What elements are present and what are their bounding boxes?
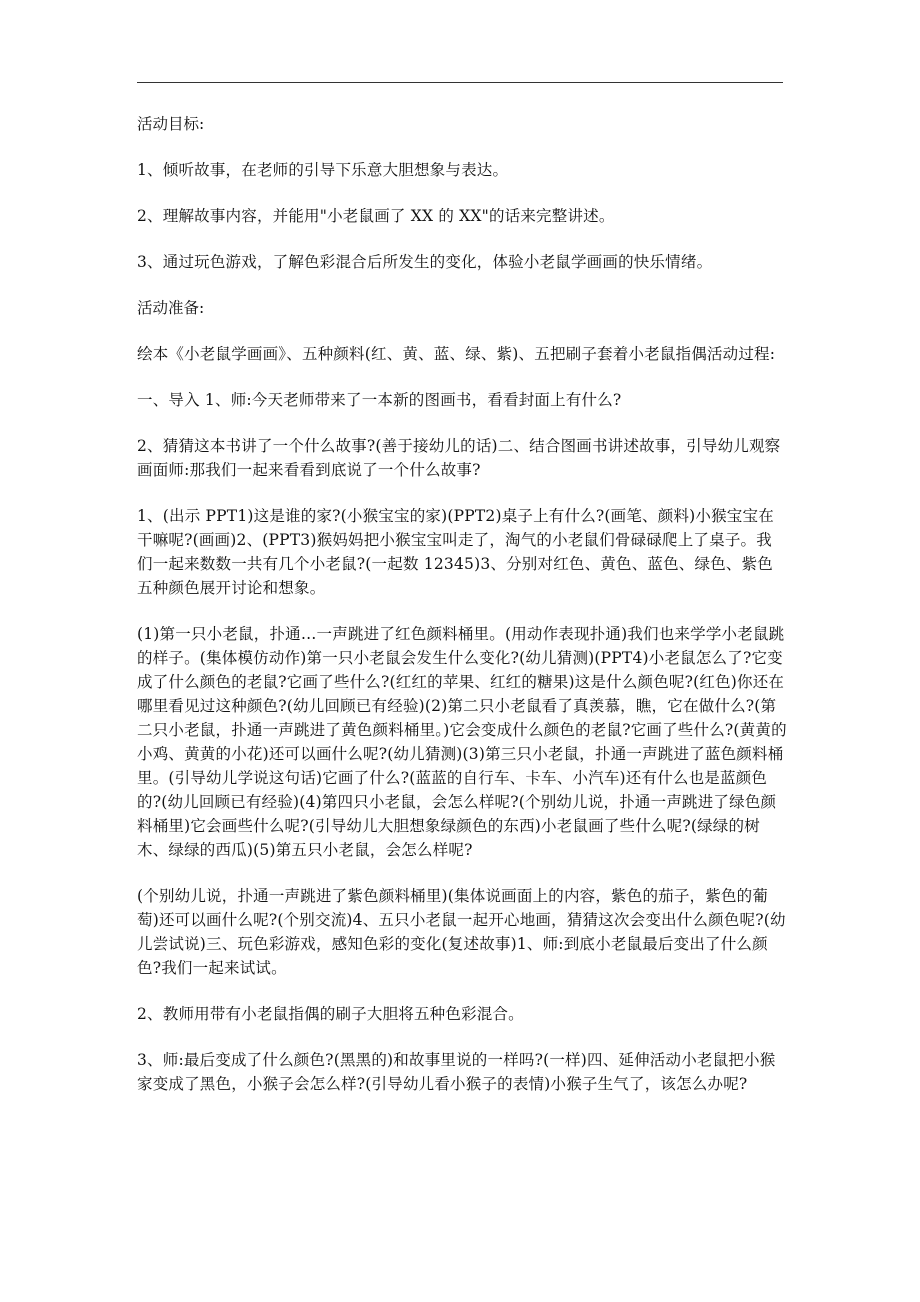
paragraph: (1)第一只小老鼠，扑通…一声跳进了红色颜料桶里。(用动作表现扑通)我们也来学学小老鼠跳的样子。(集体模仿动作)第一只小老鼠会发生什么变化?(幼儿猜测)(PPT4)小老鼠怎么了?它变成了什么颜色的老鼠?它画了些什么?(红红的苹果、红红的糖果)这是什么颜色呢?(红色)你还在哪里看见过这种颜色?(幼儿回顾已有经验)(2)第二只小老鼠看了真羡慕，瞧，它在做什么?(第二只小老鼠，扑通一声跳进了黄色颜料桶里。)它会变成什么颜色的老鼠?它画了些什么?(黄黄的小鸡、黄黄的小花)还可以画什么呢?(幼儿猜测)(3)第三只小老鼠，扑通一声跳进了蓝色颜料桶里。(引导幼儿学说这句话)它画了什么?(蓝蓝的自行车、卡车、小汽车)还有什么也是蓝颜色的?(幼儿回顾已有经验)(4)第四只小老鼠，会怎么样呢?(个别幼儿说，扑通一声跳进了绿色颜料桶里)它会画些什么呢?(引导幼儿大胆想象绿颜色的东西)小老鼠画了些什么呢?(绿绿的树木、绿绿的西瓜)(5)第五只小老鼠，会怎么样呢? xyxy=(137,625,787,859)
paragraph: (个别幼儿说，扑通一声跳进了紫色颜料桶里)(集体说画面上的内容，紫色的茄子，紫色的葡萄)还可以画什么呢?(个别交流)4、五只小老鼠一起开心地画，猜猜这次会变出什么颜色呢?(幼儿尝试说)三、玩色彩游戏，感知色彩的变化(复述故事)1、师:到底小老鼠最后变出了什么颜色?我们一起来试试。 xyxy=(137,887,786,977)
paragraph: 2、教师用带有小老鼠指偶的刷子大胆将五种色彩混合。 xyxy=(137,1005,524,1023)
section-title-preparation: 活动准备: xyxy=(137,299,205,317)
paragraph: 一、导入 1、师:今天老师带来了一本新的图画书，看看封面上有什么? xyxy=(137,391,622,409)
document-body xyxy=(137,112,787,1118)
header-divider xyxy=(137,82,783,83)
paragraph: 绘本《小老鼠学画画》、五种颜料(红、黄、蓝、绿、紫)、五把刷子套着小老鼠指偶活动过程: xyxy=(137,345,776,363)
paragraph: 3、师:最后变成了什么颜色?(黑黑的)和故事里说的一样吗?(一样)四、延伸活动小老鼠把小猴家变成了黑色，小猴子会怎么样?(引导幼儿看小猴子的表情)小猴子生气了，该怎么办呢? xyxy=(137,1051,776,1093)
goal-item: 1、倾听故事，在老师的引导下乐意大胆想象与表达。 xyxy=(137,161,509,179)
goal-item: 3、通过玩色游戏，了解色彩混合后所发生的变化，体验小老鼠学画画的快乐情绪。 xyxy=(137,253,713,271)
paragraph: 2、猜猜这本书讲了一个什么故事?(善于接幼儿的话)二、结合图画书讲述故事，引导幼儿观察画面师:那我们一起来看看到底说了一个什么故事? xyxy=(137,437,781,479)
goal-item: 2、理解故事内容，并能用"小老鼠画了 XX 的 XX"的话来完整讲述。 xyxy=(137,207,615,225)
section-title-goals: 活动目标: xyxy=(137,115,205,133)
paragraph: 1、(出示 PPT1)这是谁的家?(小猴宝宝的家)(PPT2)桌子上有什么?(画笔、颜料)小猴宝宝在干嘛呢?(画画)2、(PPT3)猴妈妈把小猴宝宝叫走了，淘气的小老鼠们骨碌碌爬上了桌子。我们一起来数数一共有几个小老鼠?(一起数 12345)3、分别对红色、黄色、蓝色、绿色、紫色五种颜色展开讨论和想象。 xyxy=(137,507,774,597)
